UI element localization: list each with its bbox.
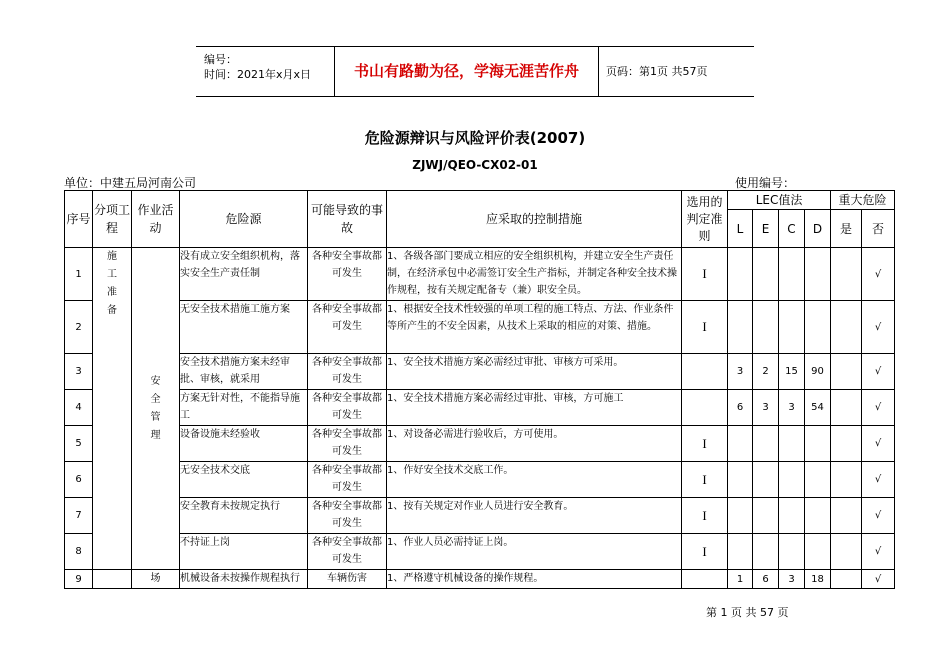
lec-d-cell (805, 248, 831, 301)
major-no-cell: √ (862, 301, 895, 354)
sub-project-cell (93, 570, 132, 589)
activity-cell: 安 全 管 理 (132, 248, 180, 570)
lec-e-cell (753, 534, 779, 570)
motto: 书山有路勤为径，学海无涯苦作舟 (335, 47, 599, 96)
lec-e-cell (753, 426, 779, 462)
lec-l-cell (728, 462, 753, 498)
control-cell: 1、各级各部门要成立相应的安全组织机构，并建立安全生产责任制，在经济承包中必需签订安全生产指标，并制定各种安全技术操作规程，按有关规定配备专（兼）职安全员。 (387, 248, 682, 301)
hazard-cell: 设备设施未经验收 (180, 426, 308, 462)
major-no-cell: √ (862, 498, 895, 534)
accident-cell: 各种安全事故都可发生 (308, 462, 387, 498)
lec-d-cell (805, 498, 831, 534)
lec-c-cell (779, 498, 805, 534)
row-number: 7 (65, 498, 93, 534)
criterion-cell: I (682, 426, 728, 462)
code-label: 编号： (204, 53, 237, 66)
major-yes-cell (831, 570, 862, 589)
criterion-cell (682, 354, 728, 390)
control-cell: 1、对设备必需进行验收后，方可使用。 (387, 426, 682, 462)
col-header-sub: 分项工程 (93, 191, 132, 248)
activity-cell: 场 (132, 570, 180, 589)
col-header-l: L (728, 210, 753, 248)
lec-d-cell (805, 462, 831, 498)
col-header-no-major: 否 (862, 210, 895, 248)
table-row (65, 426, 895, 462)
major-no-cell: √ (862, 426, 895, 462)
footer-page: 第 1 页 共 57 页 (706, 606, 789, 619)
row-number: 5 (65, 426, 93, 462)
col-header-control: 应采取的控制措施 (387, 191, 682, 248)
lec-e-cell: 3 (753, 390, 779, 426)
lec-d-cell (805, 426, 831, 462)
major-yes-cell (831, 534, 862, 570)
sub-project-cell: 施 工 准 备 (93, 248, 132, 570)
control-cell: 1、根据安全技术性较强的单项工程的施工特点、方法、作业条件等所产生的不安全因素，从技术上采取的相应的对策、措施。 (387, 301, 682, 354)
row-number: 9 (65, 570, 93, 589)
row-number: 4 (65, 390, 93, 426)
header-meta-cell (196, 47, 335, 96)
hazard-cell: 方案无针对性，不能指导施工 (180, 390, 308, 426)
major-no-cell: √ (862, 390, 895, 426)
lec-d-cell (805, 301, 831, 354)
major-yes-cell (831, 426, 862, 462)
lec-e-cell: 6 (753, 570, 779, 589)
lec-l-cell (728, 301, 753, 354)
col-header-criterion: 选用的判定准则 (682, 191, 728, 248)
lec-l-cell: 3 (728, 354, 753, 390)
accident-cell: 各种安全事故都可发生 (308, 390, 387, 426)
major-yes-cell (831, 301, 862, 354)
major-no-cell: √ (862, 354, 895, 390)
major-no-cell: √ (862, 534, 895, 570)
lec-e-cell: 2 (753, 354, 779, 390)
lec-l-cell: 1 (728, 570, 753, 589)
lec-d-cell (805, 534, 831, 570)
col-header-no: 序号 (65, 191, 93, 248)
table-row (65, 354, 895, 390)
hazard-cell: 没有成立安全组织机构，落实安全生产责任制 (180, 248, 308, 301)
lec-c-cell (779, 462, 805, 498)
hazard-cell: 无安全技术交底 (180, 462, 308, 498)
lec-c-cell (779, 426, 805, 462)
criterion-cell: I (682, 498, 728, 534)
accident-cell: 各种安全事故都可发生 (308, 498, 387, 534)
major-no-cell: √ (862, 462, 895, 498)
document-title: 危险源辩识与风险评价表(2007) (364, 129, 586, 147)
accident-cell: 各种安全事故都可发生 (308, 354, 387, 390)
control-cell: 1、按有关规定对作业人员进行安全教育。 (387, 498, 682, 534)
criterion-cell: I (682, 301, 728, 354)
row-number: 3 (65, 354, 93, 390)
major-yes-cell (831, 390, 862, 426)
table-row (65, 462, 895, 498)
lec-l-cell (728, 498, 753, 534)
criterion-cell: I (682, 248, 728, 301)
col-header-lec: LEC值法 (728, 191, 831, 210)
time-label: 时间：2021年x月x日 (204, 68, 312, 81)
control-cell: 1、安全技术措施方案必需经过审批、审核，方可施工 (387, 390, 682, 426)
lec-d-cell: 18 (805, 570, 831, 589)
lec-e-cell (753, 462, 779, 498)
major-no-cell: √ (862, 248, 895, 301)
col-header-hazard: 危险源 (180, 191, 308, 248)
table-row (65, 498, 895, 534)
table-row (65, 534, 895, 570)
accident-cell: 车辆伤害 (308, 570, 387, 589)
control-cell: 1、作业人员必需持证上岗。 (387, 534, 682, 570)
lec-l-cell: 6 (728, 390, 753, 426)
control-cell: 1、作好安全技术交底工作。 (387, 462, 682, 498)
col-header-d: D (805, 210, 831, 248)
criterion-cell (682, 570, 728, 589)
table-row (65, 248, 895, 301)
col-header-accident: 可能导致的事故 (308, 191, 387, 248)
table-row (65, 301, 895, 354)
major-no-cell: √ (862, 570, 895, 589)
hazard-cell: 不持证上岗 (180, 534, 308, 570)
lec-d-cell: 90 (805, 354, 831, 390)
use-number-label: 使用编号： (735, 176, 796, 190)
row-number: 6 (65, 462, 93, 498)
unit-label: 单位：中建五局河南公司 (64, 176, 197, 190)
control-cell: 1、严格遵守机械设备的操作规程。 (387, 570, 682, 589)
col-header-c: C (779, 210, 805, 248)
lec-d-cell: 54 (805, 390, 831, 426)
col-header-major: 重大危险 (831, 191, 895, 210)
control-cell: 1、安全技术措施方案必需经过审批、审核方可采用。 (387, 354, 682, 390)
major-yes-cell (831, 498, 862, 534)
criterion-cell: I (682, 462, 728, 498)
lec-c-cell: 3 (779, 570, 805, 589)
page-label: 页码：第1页 共57页 (606, 65, 708, 78)
lec-l-cell (728, 426, 753, 462)
hazard-table (64, 190, 895, 589)
lec-l-cell (728, 534, 753, 570)
row-number: 1 (65, 248, 93, 301)
major-yes-cell (831, 248, 862, 301)
col-header-e: E (753, 210, 779, 248)
accident-cell: 各种安全事故都可发生 (308, 301, 387, 354)
major-yes-cell (831, 354, 862, 390)
hazard-cell: 安全教育未按规定执行 (180, 498, 308, 534)
lec-c-cell (779, 301, 805, 354)
lec-e-cell (753, 301, 779, 354)
criterion-cell (682, 390, 728, 426)
hazard-cell: 安全技术措施方案未经审批、审核，就采用 (180, 354, 308, 390)
hazard-cell: 机械设备未按操作规程执行 (180, 570, 308, 589)
row-number: 2 (65, 301, 93, 354)
col-header-yes: 是 (831, 210, 862, 248)
lec-l-cell (728, 248, 753, 301)
document-code: ZJWJ/QEO-CX02-01 (412, 158, 538, 172)
hazard-cell: 无安全技术措施工施方案 (180, 301, 308, 354)
table-row (65, 390, 895, 426)
criterion-cell: I (682, 534, 728, 570)
lec-c-cell (779, 534, 805, 570)
accident-cell: 各种安全事故都可发生 (308, 426, 387, 462)
major-yes-cell (831, 462, 862, 498)
document-header (196, 46, 754, 97)
accident-cell: 各种安全事故都可发生 (308, 248, 387, 301)
lec-e-cell (753, 498, 779, 534)
lec-c-cell: 15 (779, 354, 805, 390)
lec-c-cell (779, 248, 805, 301)
accident-cell: 各种安全事故都可发生 (308, 534, 387, 570)
lec-e-cell (753, 248, 779, 301)
row-number: 8 (65, 534, 93, 570)
col-header-activity: 作业活动 (132, 191, 180, 248)
lec-c-cell: 3 (779, 390, 805, 426)
table-row (65, 570, 895, 589)
